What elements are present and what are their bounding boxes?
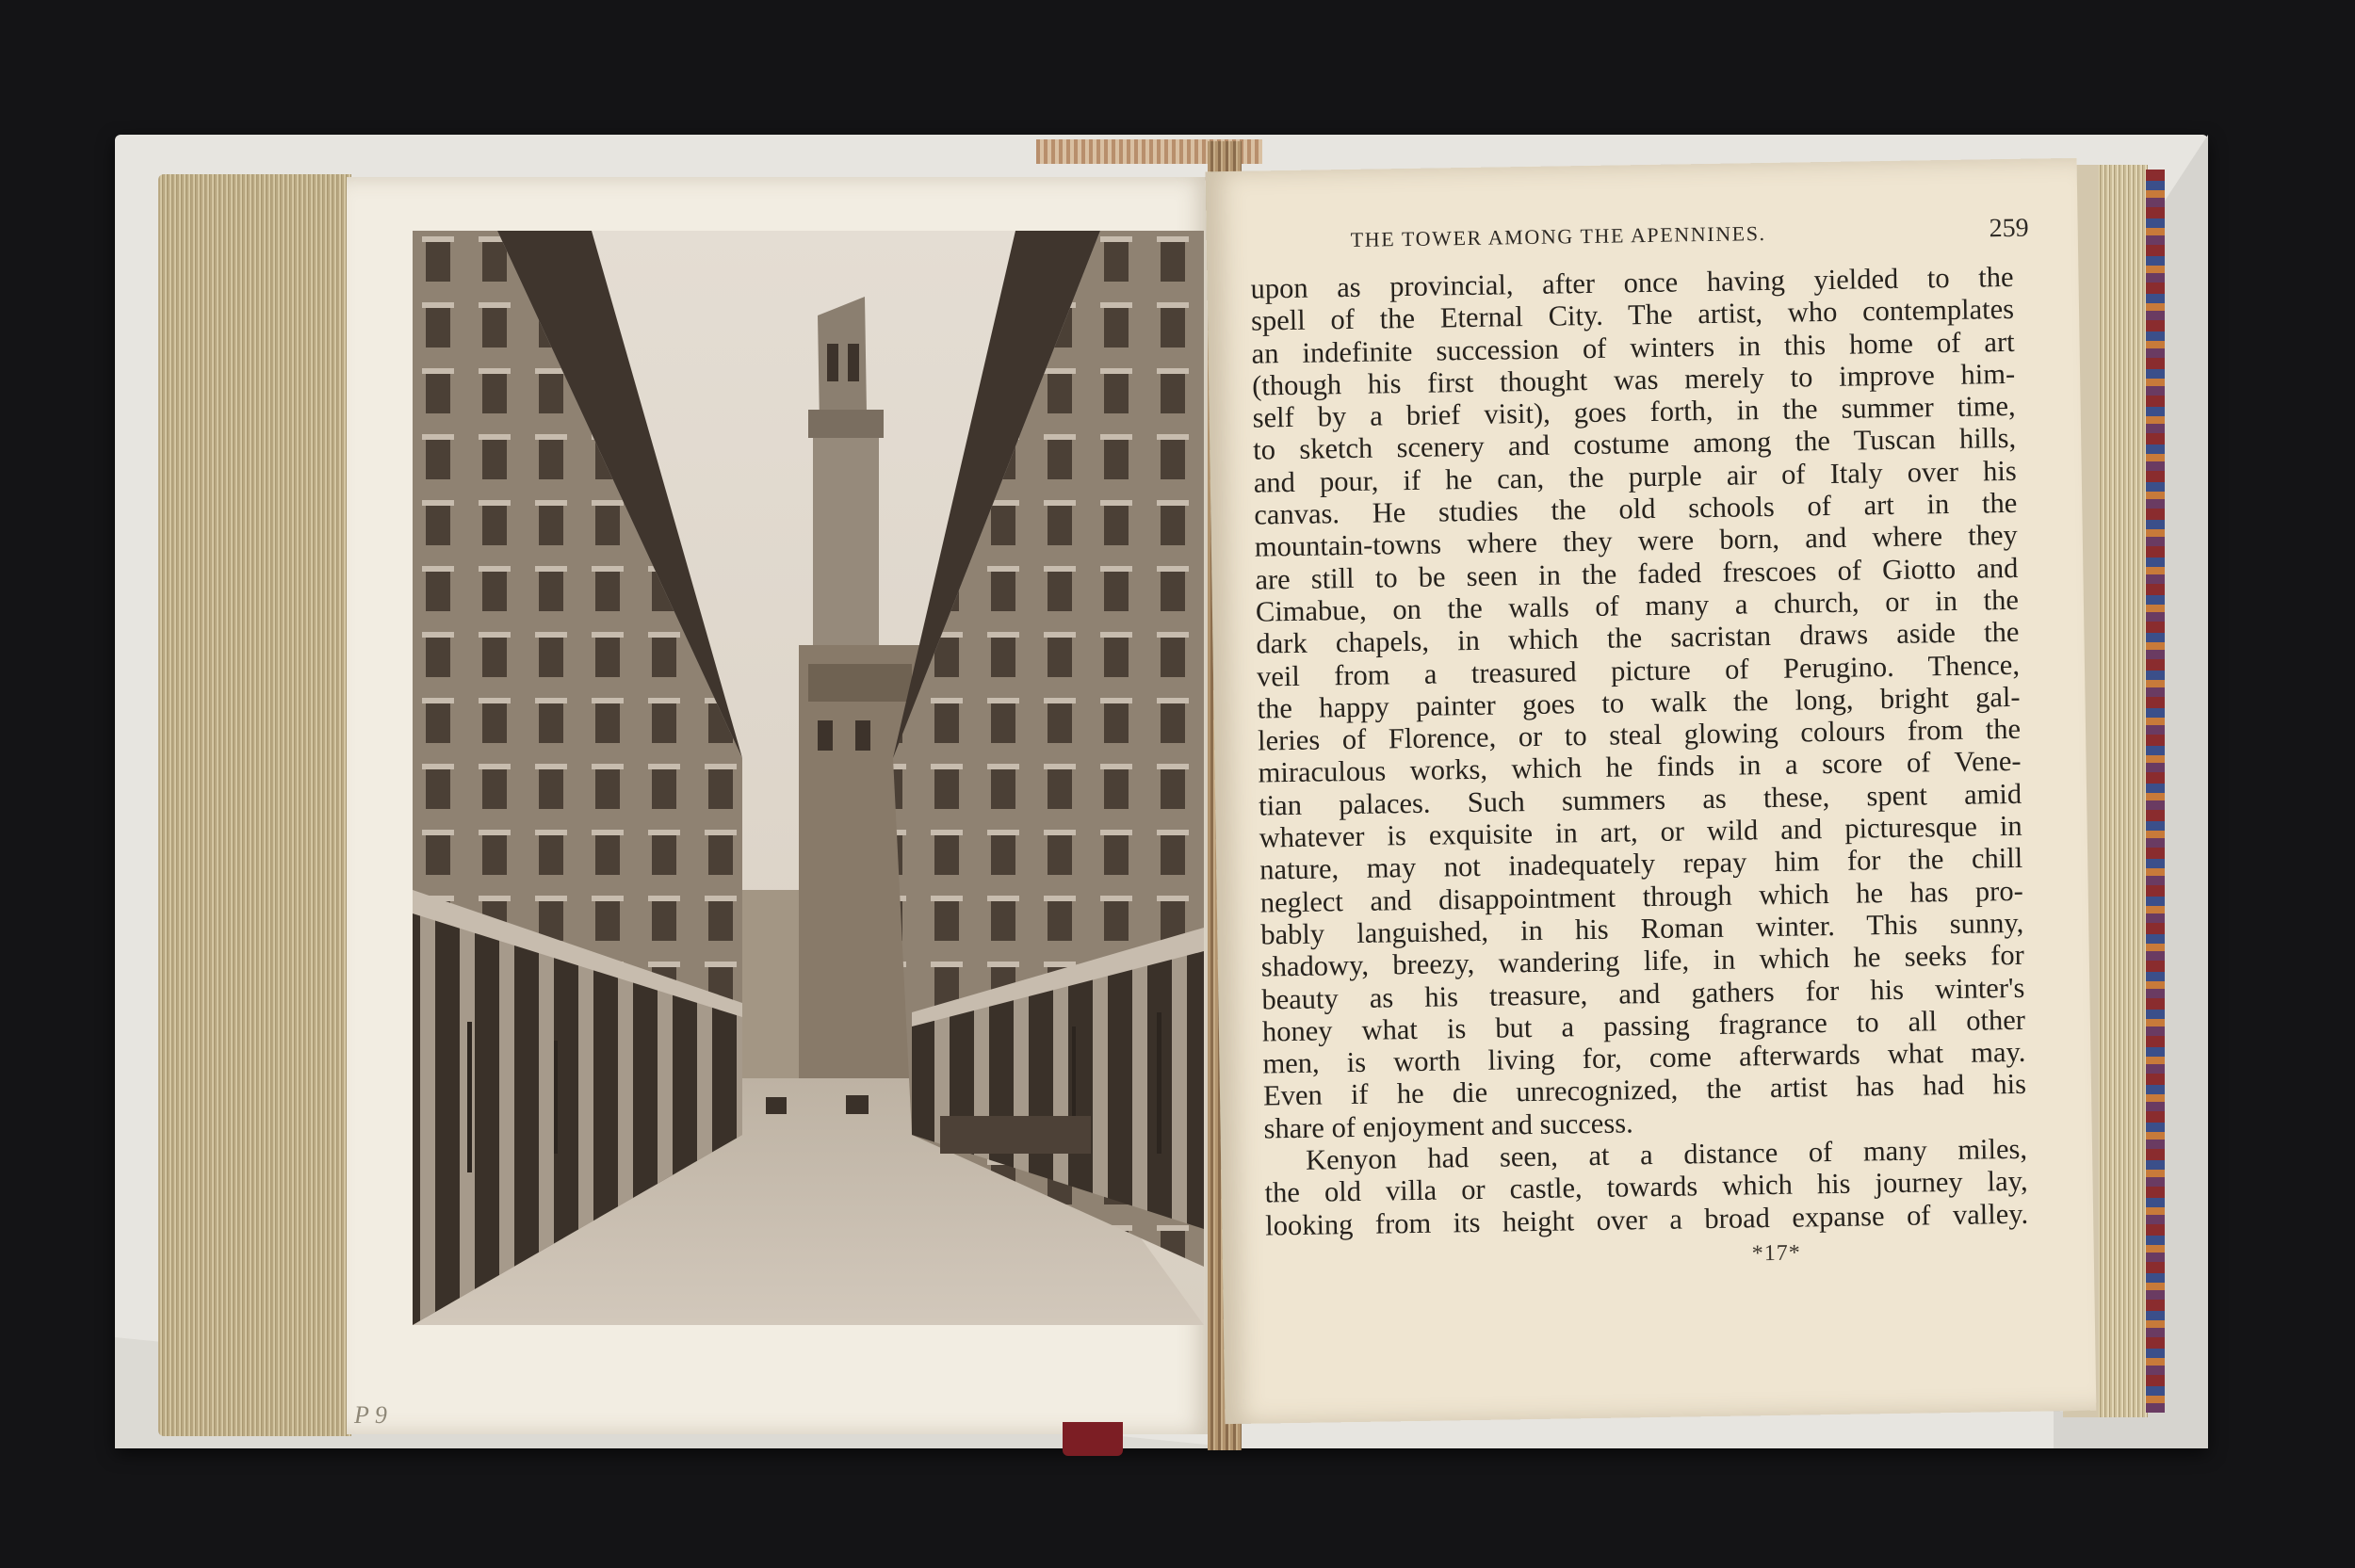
page-block-right <box>2096 165 2148 1417</box>
text-line: miraculous works, which he finds in a score of Vene- <box>1258 745 2022 789</box>
marbled-edge <box>2146 170 2165 1413</box>
text-line: shadowy, breezy, wandering life, in which he seeks for <box>1260 939 2025 983</box>
text-line: neglect and disappointment through which he has pro- <box>1259 874 2023 919</box>
running-title: THE TOWER AMONG THE APENNINES. <box>1350 221 1766 251</box>
tipped-in-photograph <box>413 231 1204 1325</box>
text-line: spell of the Eternal City. The artist, who contemplates <box>1250 293 2015 337</box>
text-line: the old villa or castle, towards which his journey lay, <box>1264 1165 2028 1209</box>
text-line: mountain-towns where they were born, and where they <box>1254 519 2019 563</box>
text-line: an indefinite succession of winters in this home of art <box>1251 325 2015 370</box>
text-line: beauty as his treasure, and gathers for his winter's <box>1261 971 2025 1016</box>
photograph-image <box>413 231 1204 1325</box>
text-line: honey what is but a passing fragrance to all other <box>1261 1003 2026 1048</box>
text-line: to sketch scenery and costume among the Tuscan hills, <box>1252 422 2017 467</box>
right-page <box>1206 158 2097 1424</box>
text-line: nature, may not inadequately repay him for the chill <box>1259 842 2023 886</box>
text-line: share of enjoyment and success. <box>1263 1107 1633 1145</box>
text-line: are still to be seen in the faded frescoes of Giotto and <box>1255 551 2019 596</box>
text-line: tian palaces. Such summers as these, spent amid <box>1258 777 2022 822</box>
text-line: veil from a treasured picture of Perugino. Thence, <box>1256 648 2021 693</box>
pencil-mark: P 9 <box>354 1401 387 1429</box>
text-line: and pour, if he can, the purple air of Italy over his <box>1253 454 2017 499</box>
body-text <box>1250 261 2028 1242</box>
text-line: (though his first thought was merely to improve him- <box>1251 357 2016 402</box>
signature-mark: *17* <box>1751 1240 1801 1267</box>
text-line: men, is worth living for, come afterwards what may. <box>1262 1035 2026 1080</box>
text-line: dark chapels, in which the sacristan draws aside the <box>1256 616 2020 660</box>
text-line: whatever is exquisite in art, or wild and picturesque in <box>1259 809 2022 854</box>
text-line: Even if he die unrecognized, the artist has had his <box>1262 1068 2027 1112</box>
text-line: leries of Florence, or to steal glowing colours from the <box>1257 712 2022 757</box>
text-line: looking from its height over a broad expanse of valley. <box>1264 1197 2029 1242</box>
page-number: 259 <box>1989 213 2029 244</box>
text-line: upon as provincial, after once having yielded to the <box>1250 260 2014 305</box>
page-block-left <box>158 174 351 1436</box>
text-line: bably languished, in his Roman winter. This sunny, <box>1260 906 2024 951</box>
text-line: self by a brief visit), goes forth, in the summer time, <box>1252 390 2016 434</box>
text-line: the happy painter goes to walk the long, bright gal- <box>1257 680 2021 725</box>
text-line: canvas. He studies the old schools of art in the <box>1254 486 2018 531</box>
text-line: Cimabue, on the walls of many a church, or in the <box>1255 583 2020 628</box>
ribbon-bookmark <box>1063 1422 1123 1456</box>
running-head <box>1351 214 2029 254</box>
text-line: Kenyon had seen, at a distance of many miles, <box>1305 1132 2028 1176</box>
